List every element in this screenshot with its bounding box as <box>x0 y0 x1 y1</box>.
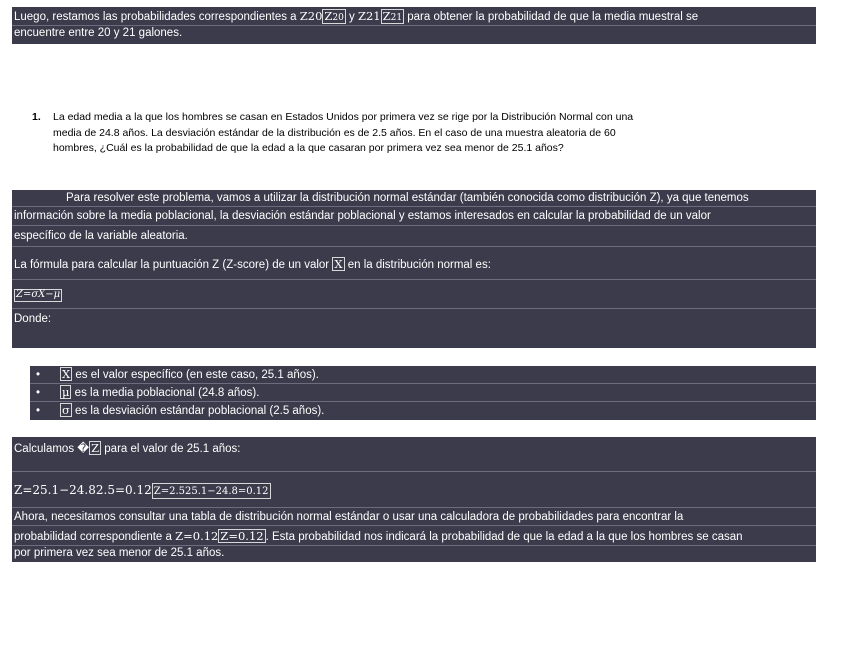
z-equation: Z=25.1−24.82.5=0.12 <box>14 483 152 497</box>
sigma-symbol-box: σ <box>62 403 70 417</box>
question-line-1: La edad media a la que los hombres se casan en Estados Unidos por primera vez se rige por la Distribución Normal con una <box>53 111 634 123</box>
intro-line-1: Luego, restamos las probabilidades correspondientes a Z20 Z20 y Z21 Z21 para obtener la probabilidad de que la media muestral se <box>12 7 816 26</box>
explanation-block <box>12 190 816 348</box>
x-symbol-box: X <box>62 367 71 381</box>
explanation-line-3: específico de la variable aleatoria. <box>12 226 816 247</box>
explanation-line-1: Para resolver este problema, vamos a utilizar la distribución normal estándar (también conocida como distribución Z), ya que tenemos <box>12 190 816 207</box>
intro-line-2: encuentre entre 20 y 21 galones. <box>14 27 183 39</box>
formula-intro: La fórmula para calcular la puntuación Z (Z-score) de un valor X en la distribución normal es: <box>12 247 816 280</box>
z-equation-box: Z=2.525.1−24.8=0.12 <box>152 483 271 499</box>
bullet-x: • X es el valor específico (en este caso, 25.1 años). <box>30 366 816 384</box>
z-score-formula: Z=σX−μ <box>16 289 61 300</box>
mu-symbol-box: μ <box>62 385 70 399</box>
conclusion-line-2: probabilidad correspondiente a Z=0.12 Z=0.12 . Esta probabilidad nos indicará la probabilidad de que la edad a la que los hombres se casan <box>12 526 816 546</box>
z-value-box: Z=0.12 <box>220 529 264 543</box>
calculation-block <box>12 437 816 562</box>
z21-formula: Z21 <box>357 9 381 23</box>
z20-box: Z20 <box>324 9 344 23</box>
bullet-list <box>30 366 816 420</box>
question-item <box>32 110 752 157</box>
formula-row <box>12 280 816 309</box>
bullet-mu: • μ es la media poblacional (24.8 años). <box>30 384 816 402</box>
intro-text-block <box>12 7 816 44</box>
z-value: Z=0.12 <box>175 529 219 543</box>
calc-intro: Calculamos � Z para el valor de 25.1 años: <box>12 437 816 472</box>
question-line-3: hombres, ¿Cuál es la probabilidad de que la edad a la que casaran por primera vez sea menor de 25.1 años? <box>53 142 564 154</box>
question-line-2: media de 24.8 años. La desviación estándar de la distribución es de 2.5 años. En el caso de una muestra aleatoria de 60 <box>53 126 616 139</box>
z-equation-row <box>12 472 816 508</box>
conclusion-line-3: por primera vez sea menor de 25.1 años. <box>14 547 225 559</box>
z-var-box: Z <box>91 441 100 455</box>
question-number: 1. <box>32 111 41 123</box>
donde-label: Donde: <box>14 313 52 325</box>
z20-formula: Z20 <box>299 9 323 23</box>
x-variable-box: X <box>334 257 343 271</box>
explanation-line-2: información sobre la media poblacional, la desviación estándar poblacional y estamos interesados en calcular la probabilidad de un valor <box>12 207 816 226</box>
bullet-sigma: • σ es la desviación estándar poblacional (2.5 años). <box>36 403 325 417</box>
conclusion-line-1: Ahora, necesitamos consultar una tabla de distribución normal estándar o usar una calculadora de probabilidades para encontrar la <box>12 508 816 526</box>
z21-box: Z21 <box>382 9 403 23</box>
